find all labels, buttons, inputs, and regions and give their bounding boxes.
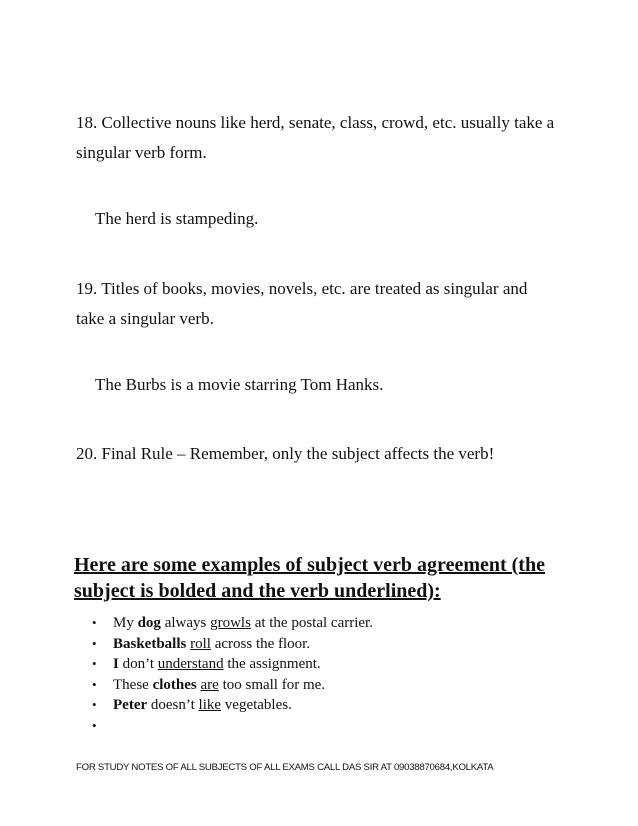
examples-list: [76, 613, 373, 736]
verb: growls: [210, 615, 251, 631]
rule-19-example: The Burbs is a movie starring Tom Hanks.: [95, 375, 384, 394]
list-item-empty: [76, 716, 373, 737]
verb: are: [200, 676, 219, 693]
verb: understand: [157, 656, 224, 672]
subject: dog: [137, 615, 161, 631]
rule-18-text: 18. Collective nouns like herd, senate, class, crowd, etc. usually take a singular verb form.: [76, 113, 555, 162]
list-item: • My dog always growls at the postal carrier.: [76, 613, 373, 634]
list-item: • Peter doesn’t like vegetables.: [76, 695, 373, 716]
subject: clothes: [152, 676, 197, 693]
subject: Peter: [113, 697, 148, 713]
verb: roll: [190, 635, 211, 652]
list-item: • I don’t understand the assignment.: [76, 654, 373, 675]
subject: I: [113, 656, 119, 672]
examples-heading: Here are some examples of subject verb agreement (the subject is bolded and the verb underlined):: [74, 554, 545, 602]
rule-20-text: 20. Final Rule – Remember, only the subject affects the verb!: [76, 444, 495, 463]
verb: like: [198, 697, 222, 713]
subject: Basketballs: [113, 635, 187, 652]
rule-18-example: The herd is stampeding.: [95, 209, 259, 228]
page-footer: FOR STUDY NOTES OF ALL SUBJECTS OF ALL EXAMS CALL DAS SIR AT 09038870684,KOLKATA: [76, 762, 494, 773]
list-item: • Basketballs roll across the floor.: [76, 634, 373, 655]
rule-19-text: 19. Titles of books, movies, novels, etc. are treated as singular and take a singular verb.: [76, 279, 528, 328]
list-item: • These clothes are too small for me.: [76, 675, 373, 696]
